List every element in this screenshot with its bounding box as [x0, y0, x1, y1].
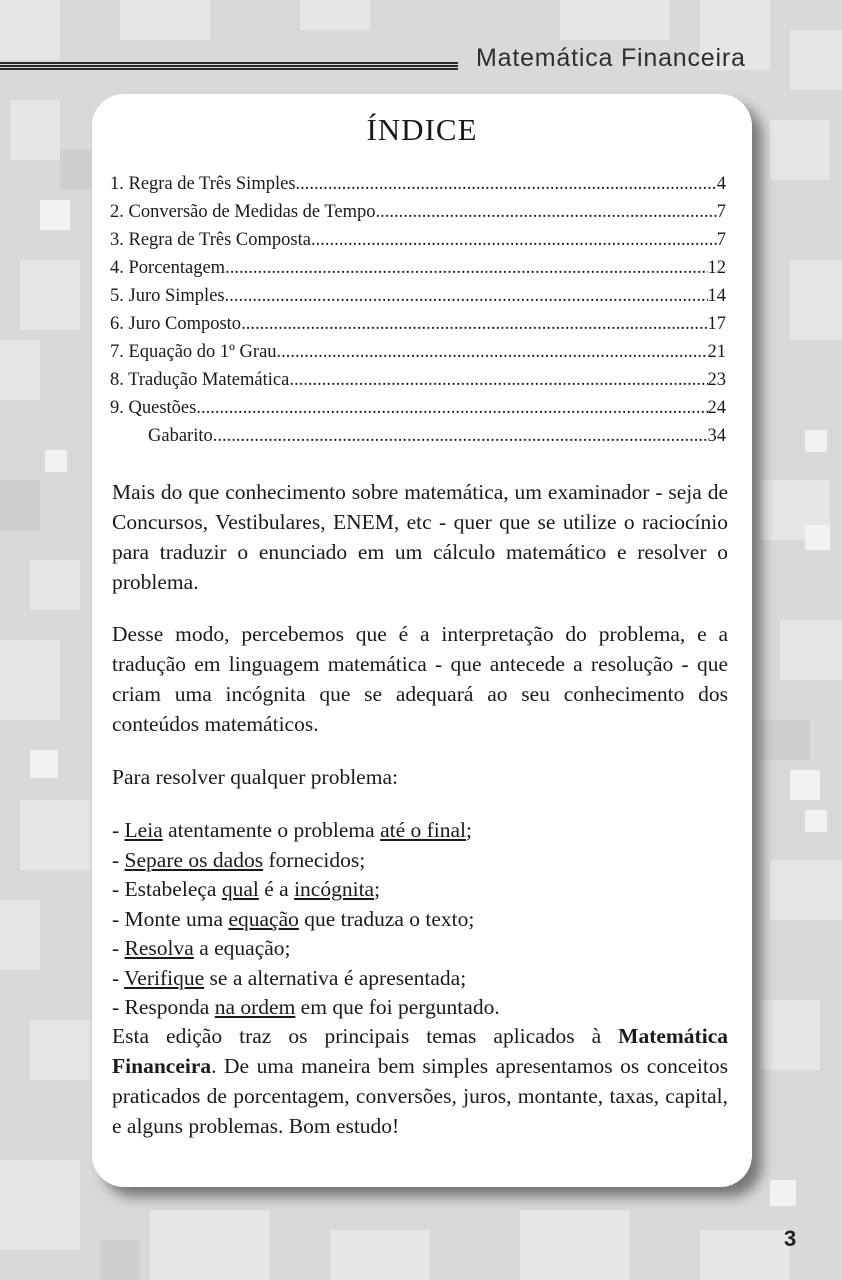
toc-entry-title: 9. Questões	[110, 398, 197, 418]
toc-entry-title: Gabarito	[148, 426, 213, 446]
toc-leader	[225, 284, 708, 312]
list-item: - Leia atentamente o problema até o final;	[112, 818, 473, 842]
toc-leader	[241, 312, 707, 340]
list-item: - Verifique se a alternativa é apresentada;	[112, 965, 467, 990]
toc-entry-title: 7. Equação do 1º Grau	[110, 342, 277, 362]
toc-entry-title: 4. Porcentagem	[110, 258, 226, 278]
toc-entry-page: 7	[716, 230, 726, 250]
toc-entry-title: 8. Tradução Matemática	[110, 370, 290, 390]
toc-entry-page: 7	[716, 202, 726, 222]
toc-entry-page: 12	[707, 258, 726, 278]
toc-entry[interactable]	[110, 228, 726, 256]
toc-leader	[311, 228, 717, 256]
steps-heading: Para resolver qualquer problema:	[112, 765, 398, 789]
toc-entry[interactable]	[110, 172, 726, 200]
toc-entry-title: 6. Juro Composto	[110, 314, 242, 334]
toc-entry[interactable]	[110, 312, 726, 340]
toc-entry[interactable]	[110, 424, 726, 452]
toc-leader	[213, 424, 708, 452]
steps-list	[112, 815, 728, 1022]
toc-leader	[289, 368, 707, 396]
toc-entry-page: 23	[707, 370, 726, 390]
list-item: - Monte uma equação que traduza o texto;	[112, 906, 475, 931]
list-item: - Responda na ordem em que foi perguntado.	[112, 995, 500, 1019]
header-rule	[0, 62, 458, 70]
interpretation-paragraph: Desse modo, percebemos que é a interpretação do problema, e a tradução em linguagem matemática - que antecede a resolução - que criam uma incógnita que se adequará ao seu conhecimento dos conteúdos matemáticos.	[112, 622, 728, 736]
toc-entry[interactable]	[110, 396, 726, 424]
table-of-contents	[110, 172, 726, 452]
toc-entry[interactable]	[110, 340, 726, 368]
toc-leader	[296, 172, 717, 200]
toc-leader	[225, 256, 707, 284]
intro-paragraph: Mais do que conhecimento sobre matemática, um examinador - seja de Concursos, Vestibulares, ENEM, etc - quer que se utilize o raciocínio para traduzir o enunciado em um cálculo matemático e resolver o problema.	[112, 480, 728, 594]
header-title: Matemática Financeira	[476, 44, 746, 72]
toc-leader	[196, 396, 707, 424]
toc-entry-title: 2. Conversão de Medidas de Tempo	[110, 202, 376, 222]
toc-entry-page: 14	[707, 286, 726, 306]
toc-leader	[376, 200, 717, 228]
page-number: 3	[784, 1226, 797, 1251]
toc-entry-title: 3. Regra de Três Composta	[110, 230, 311, 250]
toc-entry-page: 21	[707, 342, 726, 362]
bold-topic: Matemática Financeira	[112, 1024, 728, 1078]
toc-entry-title: 5. Juro Simples	[110, 286, 225, 306]
toc-entry[interactable]	[110, 284, 726, 312]
toc-entry[interactable]	[110, 200, 726, 228]
toc-entry-title: 1. Regra de Três Simples	[110, 174, 296, 194]
toc-entry[interactable]	[110, 368, 726, 396]
list-item: - Estabeleça qual é a incógnita;	[112, 877, 381, 901]
closing-paragraph: Esta edição traz os principais temas aplicados à Matemática Financeira. De uma maneira bem simples apresentamos os conceitos praticados de porcentagem, conversões, juros, montante, taxas, capital, e alguns problemas. Bom estudo!	[112, 1024, 728, 1138]
toc-entry[interactable]	[110, 256, 726, 284]
toc-entry-page: 4	[716, 174, 726, 194]
toc-entry-page: 34	[707, 426, 726, 446]
toc-entry-page: 17	[707, 314, 726, 334]
list-item: - Resolva a equação;	[112, 936, 291, 960]
index-title: ÍNDICE	[366, 112, 478, 147]
list-item: - Separe os dados fornecidos;	[112, 847, 366, 872]
toc-leader	[277, 340, 708, 368]
toc-entry-page: 24	[707, 398, 726, 418]
